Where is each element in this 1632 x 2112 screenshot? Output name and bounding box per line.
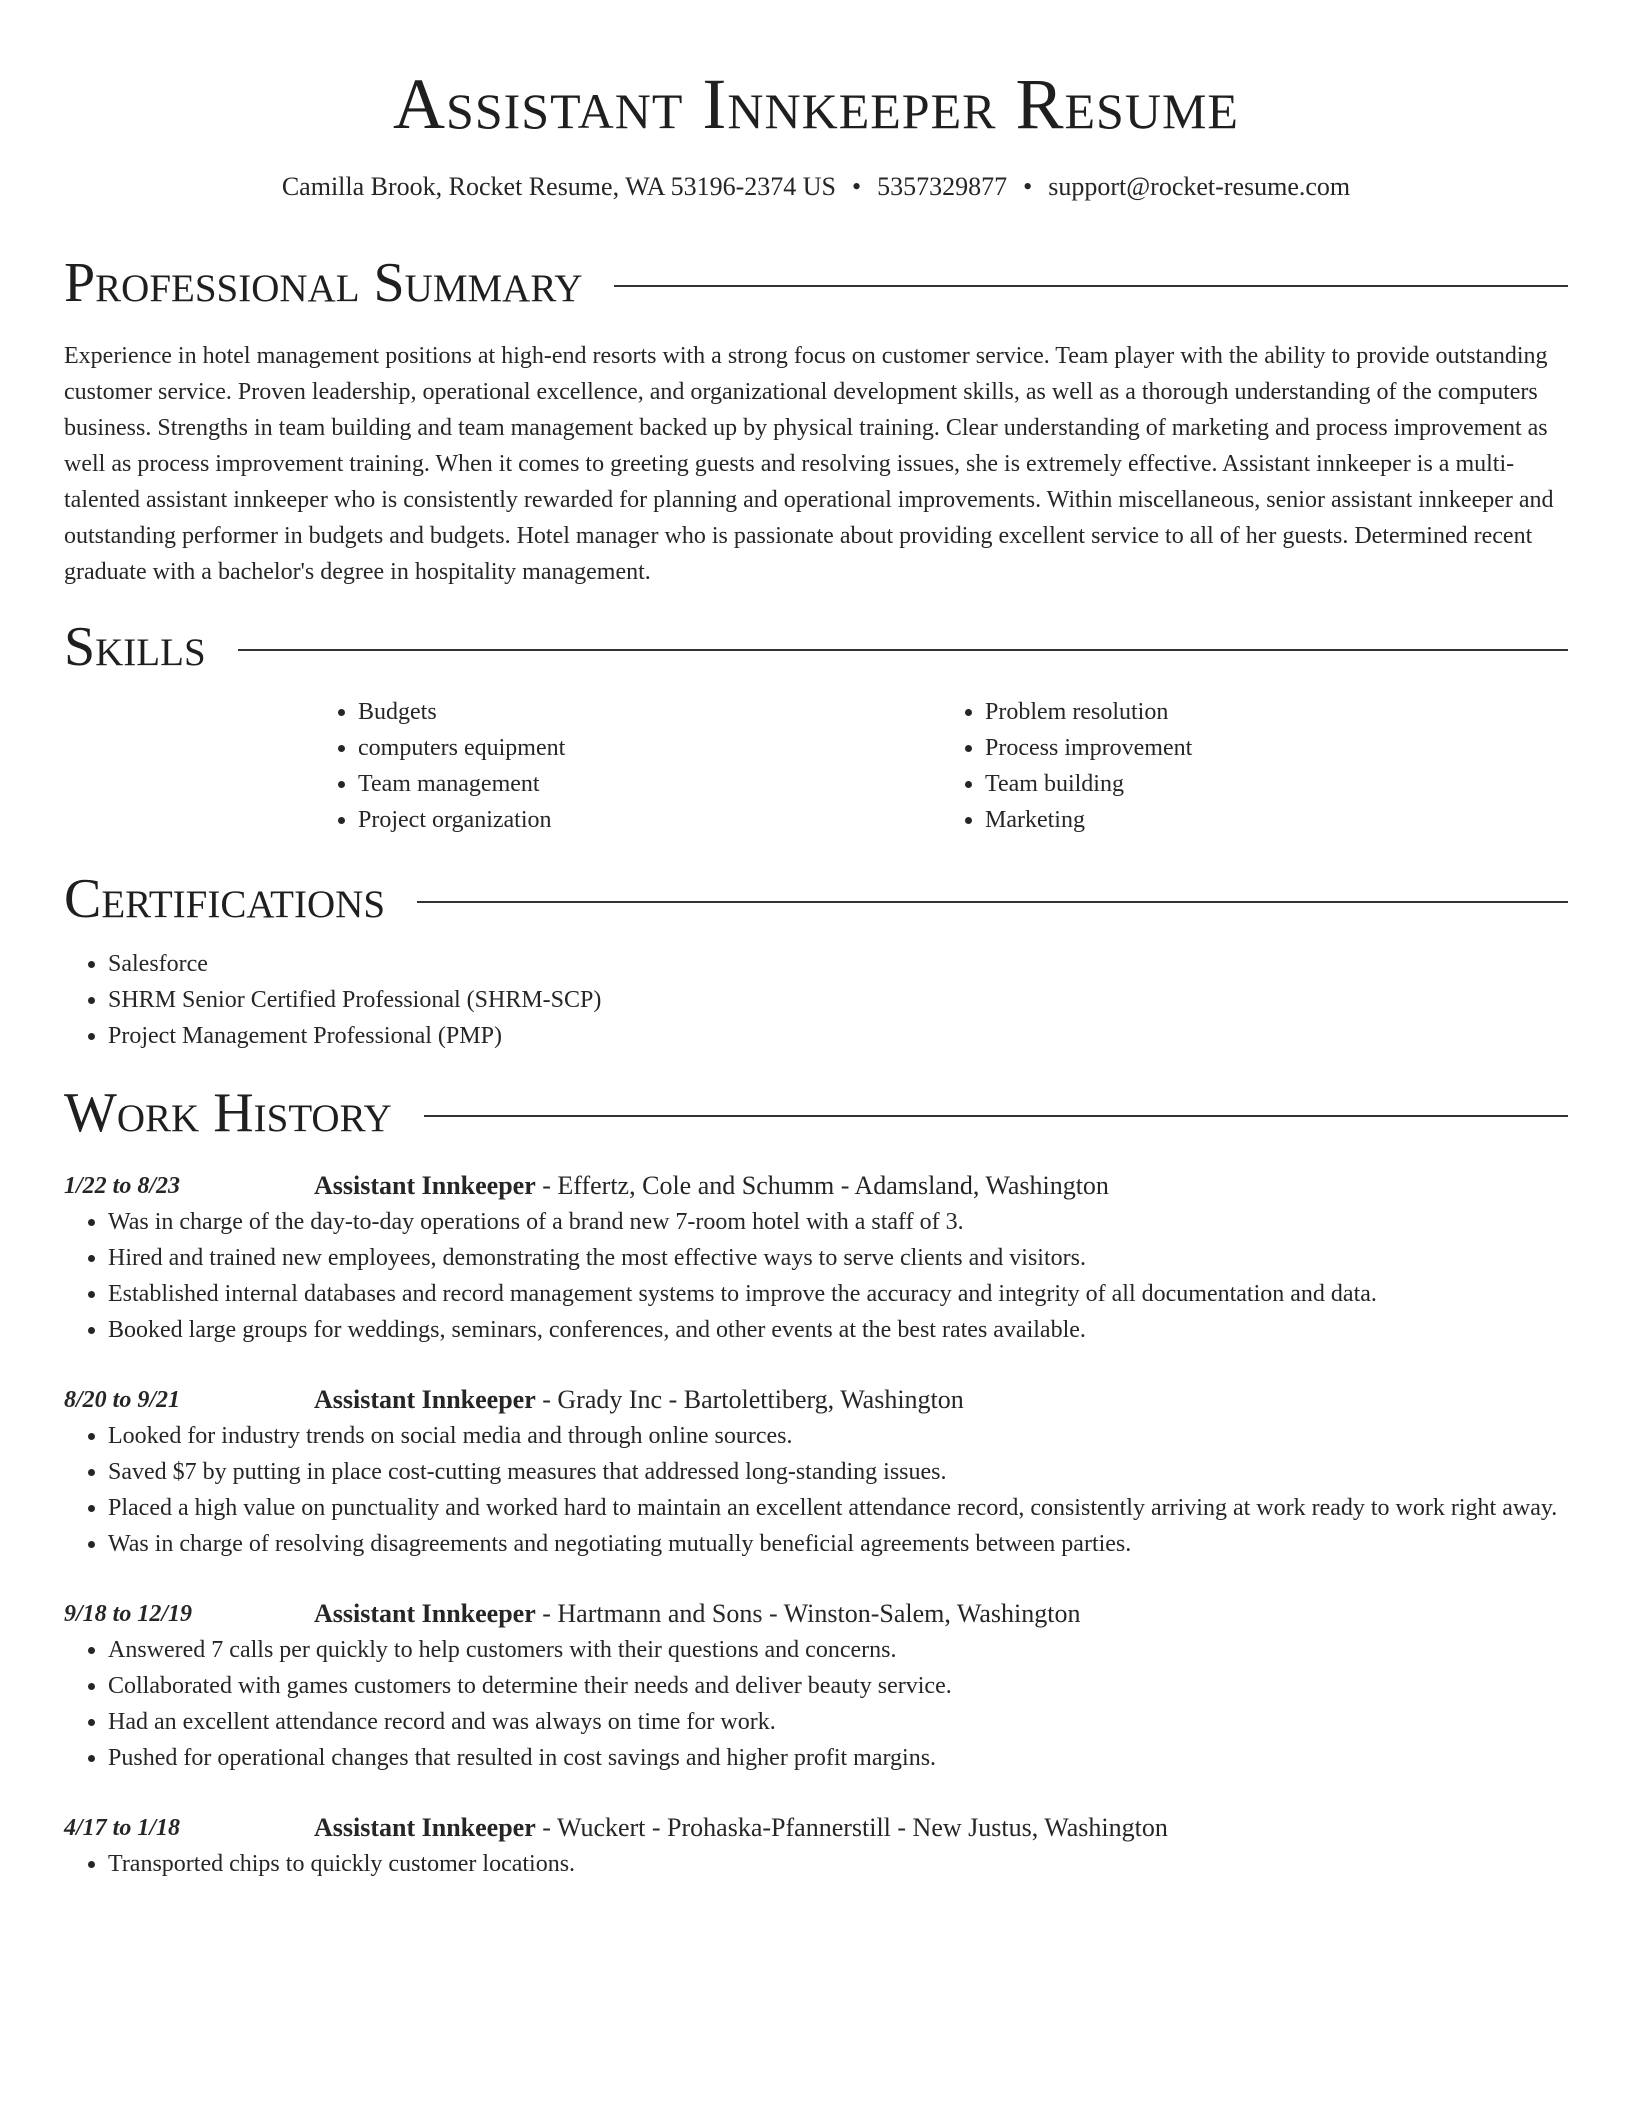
skill-item: • Marketing (985, 802, 1568, 838)
job-heading (314, 1596, 1080, 1632)
duty-item: • Had an excellent attendance record and was always on time for work. (108, 1704, 1568, 1740)
job-title: Assistant Innkeeper (314, 1171, 536, 1200)
section-divider (238, 649, 1568, 651)
duty-item: • Established internal databases and record management systems to improve the accuracy and integrity of all documentation and data. (108, 1276, 1568, 1312)
skill-item: • Project organization (358, 802, 941, 838)
section-header-summary (64, 248, 1568, 318)
section-divider (424, 1115, 1568, 1117)
section-divider (417, 901, 1568, 903)
job-company-location: - Effertz, Cole and Schumm - Adamsland, Washington (535, 1171, 1109, 1200)
certification-item: • SHRM Senior Certified Professional (SHRM-SCP) (108, 982, 1568, 1018)
certification-item: • Project Management Professional (PMP) (108, 1018, 1568, 1054)
duty-item: • Transported chips to quickly customer locations. (108, 1846, 1568, 1882)
section-title-skills: Skills (64, 616, 206, 678)
job-entry (64, 1596, 1568, 1776)
job-dates: 8/20 to 9/21 (64, 1387, 181, 1413)
skills-list (314, 694, 1568, 838)
skill-item: • Team management (358, 766, 941, 802)
skill-item: • Process improvement (985, 730, 1568, 766)
duty-item: • Was in charge of the day-to-day operations of a brand new 7-room hotel with a staff of 3. (108, 1204, 1568, 1240)
duty-item: • Collaborated with games customers to determine their needs and deliver beauty service. (108, 1668, 1568, 1704)
separator-dot: • (1023, 172, 1033, 201)
job-title: Assistant Innkeeper (314, 1385, 536, 1414)
contact-line (64, 170, 1568, 204)
duty-item: • Was in charge of resolving disagreements and negotiating mutually beneficial agreements between parties. (108, 1526, 1568, 1562)
section-divider (614, 285, 1568, 287)
separator-dot: • (852, 172, 862, 201)
section-title-certifications: Certifications (64, 868, 386, 930)
section-header-certifications (64, 864, 1568, 934)
skill-item: • computers equipment (358, 730, 941, 766)
contact-phone: 5357329877 (877, 172, 1008, 201)
duty-item: • Hired and trained new employees, demonstrating the most effective ways to serve clients and visitors. (108, 1240, 1568, 1276)
duty-item: • Saved $7 by putting in place cost-cutting measures that addressed long-standing issues. (108, 1454, 1568, 1490)
skill-item: • Budgets (358, 694, 941, 730)
job-heading (314, 1810, 1168, 1846)
summary-text: Experience in hotel management positions at high-end resorts with a strong focus on customer service. Team player with the ability to provide outstanding customer service. Proven leadership, operational excellence, and organizational development skills, as well as a thorough understanding of the computers business. Strengths in team building and team management backed up by physical training. Clear understanding of marketing and process improvement as well as process improvement training. When it comes to greeting guests and resolving issues, she is extremely effective. Assistant innkeeper is a multi-talented assistant innkeeper who is consistently rewarded for planning and operational improvements. Within miscellaneous, senior assistant innkeeper and outstanding performer in budgets and budgets. Hotel manager who is passionate about providing excellent service to all of her guests. Determined recent graduate with a bachelor's degree in hospitality management. (64, 343, 1554, 585)
job-entry (64, 1168, 1568, 1348)
section-title-summary: Professional Summary (64, 252, 583, 314)
job-entry (64, 1810, 1568, 1882)
skill-item: • Team building (985, 766, 1568, 802)
page-title: Assistant Innkeeper Resume (393, 64, 1239, 144)
resume-page (64, 0, 1568, 1882)
job-dates: 1/22 to 8/23 (64, 1173, 181, 1199)
duty-item: • Placed a high value on punctuality and worked hard to maintain an excellent attendance record, consistently arriving at work ready to work right away. (108, 1490, 1568, 1526)
skills-column-right (941, 694, 1568, 838)
job-heading (314, 1382, 964, 1418)
job-heading (314, 1168, 1109, 1204)
job-dates: 4/17 to 1/18 (64, 1815, 181, 1841)
section-header-work-history (64, 1078, 1568, 1148)
job-duties (64, 1418, 1568, 1562)
contact-address: Camilla Brook, Rocket Resume, WA 53196-2374 US (281, 172, 836, 201)
job-entry (64, 1382, 1568, 1562)
job-duties (64, 1846, 1568, 1882)
job-dates: 9/18 to 12/19 (64, 1601, 193, 1627)
duty-item: • Booked large groups for weddings, seminars, conferences, and other events at the best rates available. (108, 1312, 1568, 1348)
skills-column-left (314, 694, 941, 838)
section-header-skills (64, 612, 1568, 682)
job-duties (64, 1632, 1568, 1776)
job-company-location: - Hartmann and Sons - Winston-Salem, Washington (535, 1599, 1081, 1628)
job-duties (64, 1204, 1568, 1348)
job-company-location: - Grady Inc - Bartolettiberg, Washington (535, 1385, 964, 1414)
job-title: Assistant Innkeeper (314, 1599, 536, 1628)
job-title: Assistant Innkeeper (314, 1813, 536, 1842)
section-title-work-history: Work History (64, 1082, 392, 1144)
duty-item: • Looked for industry trends on social media and through online sources. (108, 1418, 1568, 1454)
skill-item: • Problem resolution (985, 694, 1568, 730)
duty-item: • Pushed for operational changes that resulted in cost savings and higher profit margins. (108, 1740, 1568, 1776)
contact-email: support@rocket-resume.com (1048, 172, 1351, 201)
job-company-location: - Wuckert - Prohaska-Pfannerstill - New Justus, Washington (535, 1813, 1168, 1842)
certification-item: • Salesforce (108, 946, 1568, 982)
certifications-list (64, 946, 1568, 1054)
duty-item: • Answered 7 calls per quickly to help customers with their questions and concerns. (108, 1632, 1568, 1668)
